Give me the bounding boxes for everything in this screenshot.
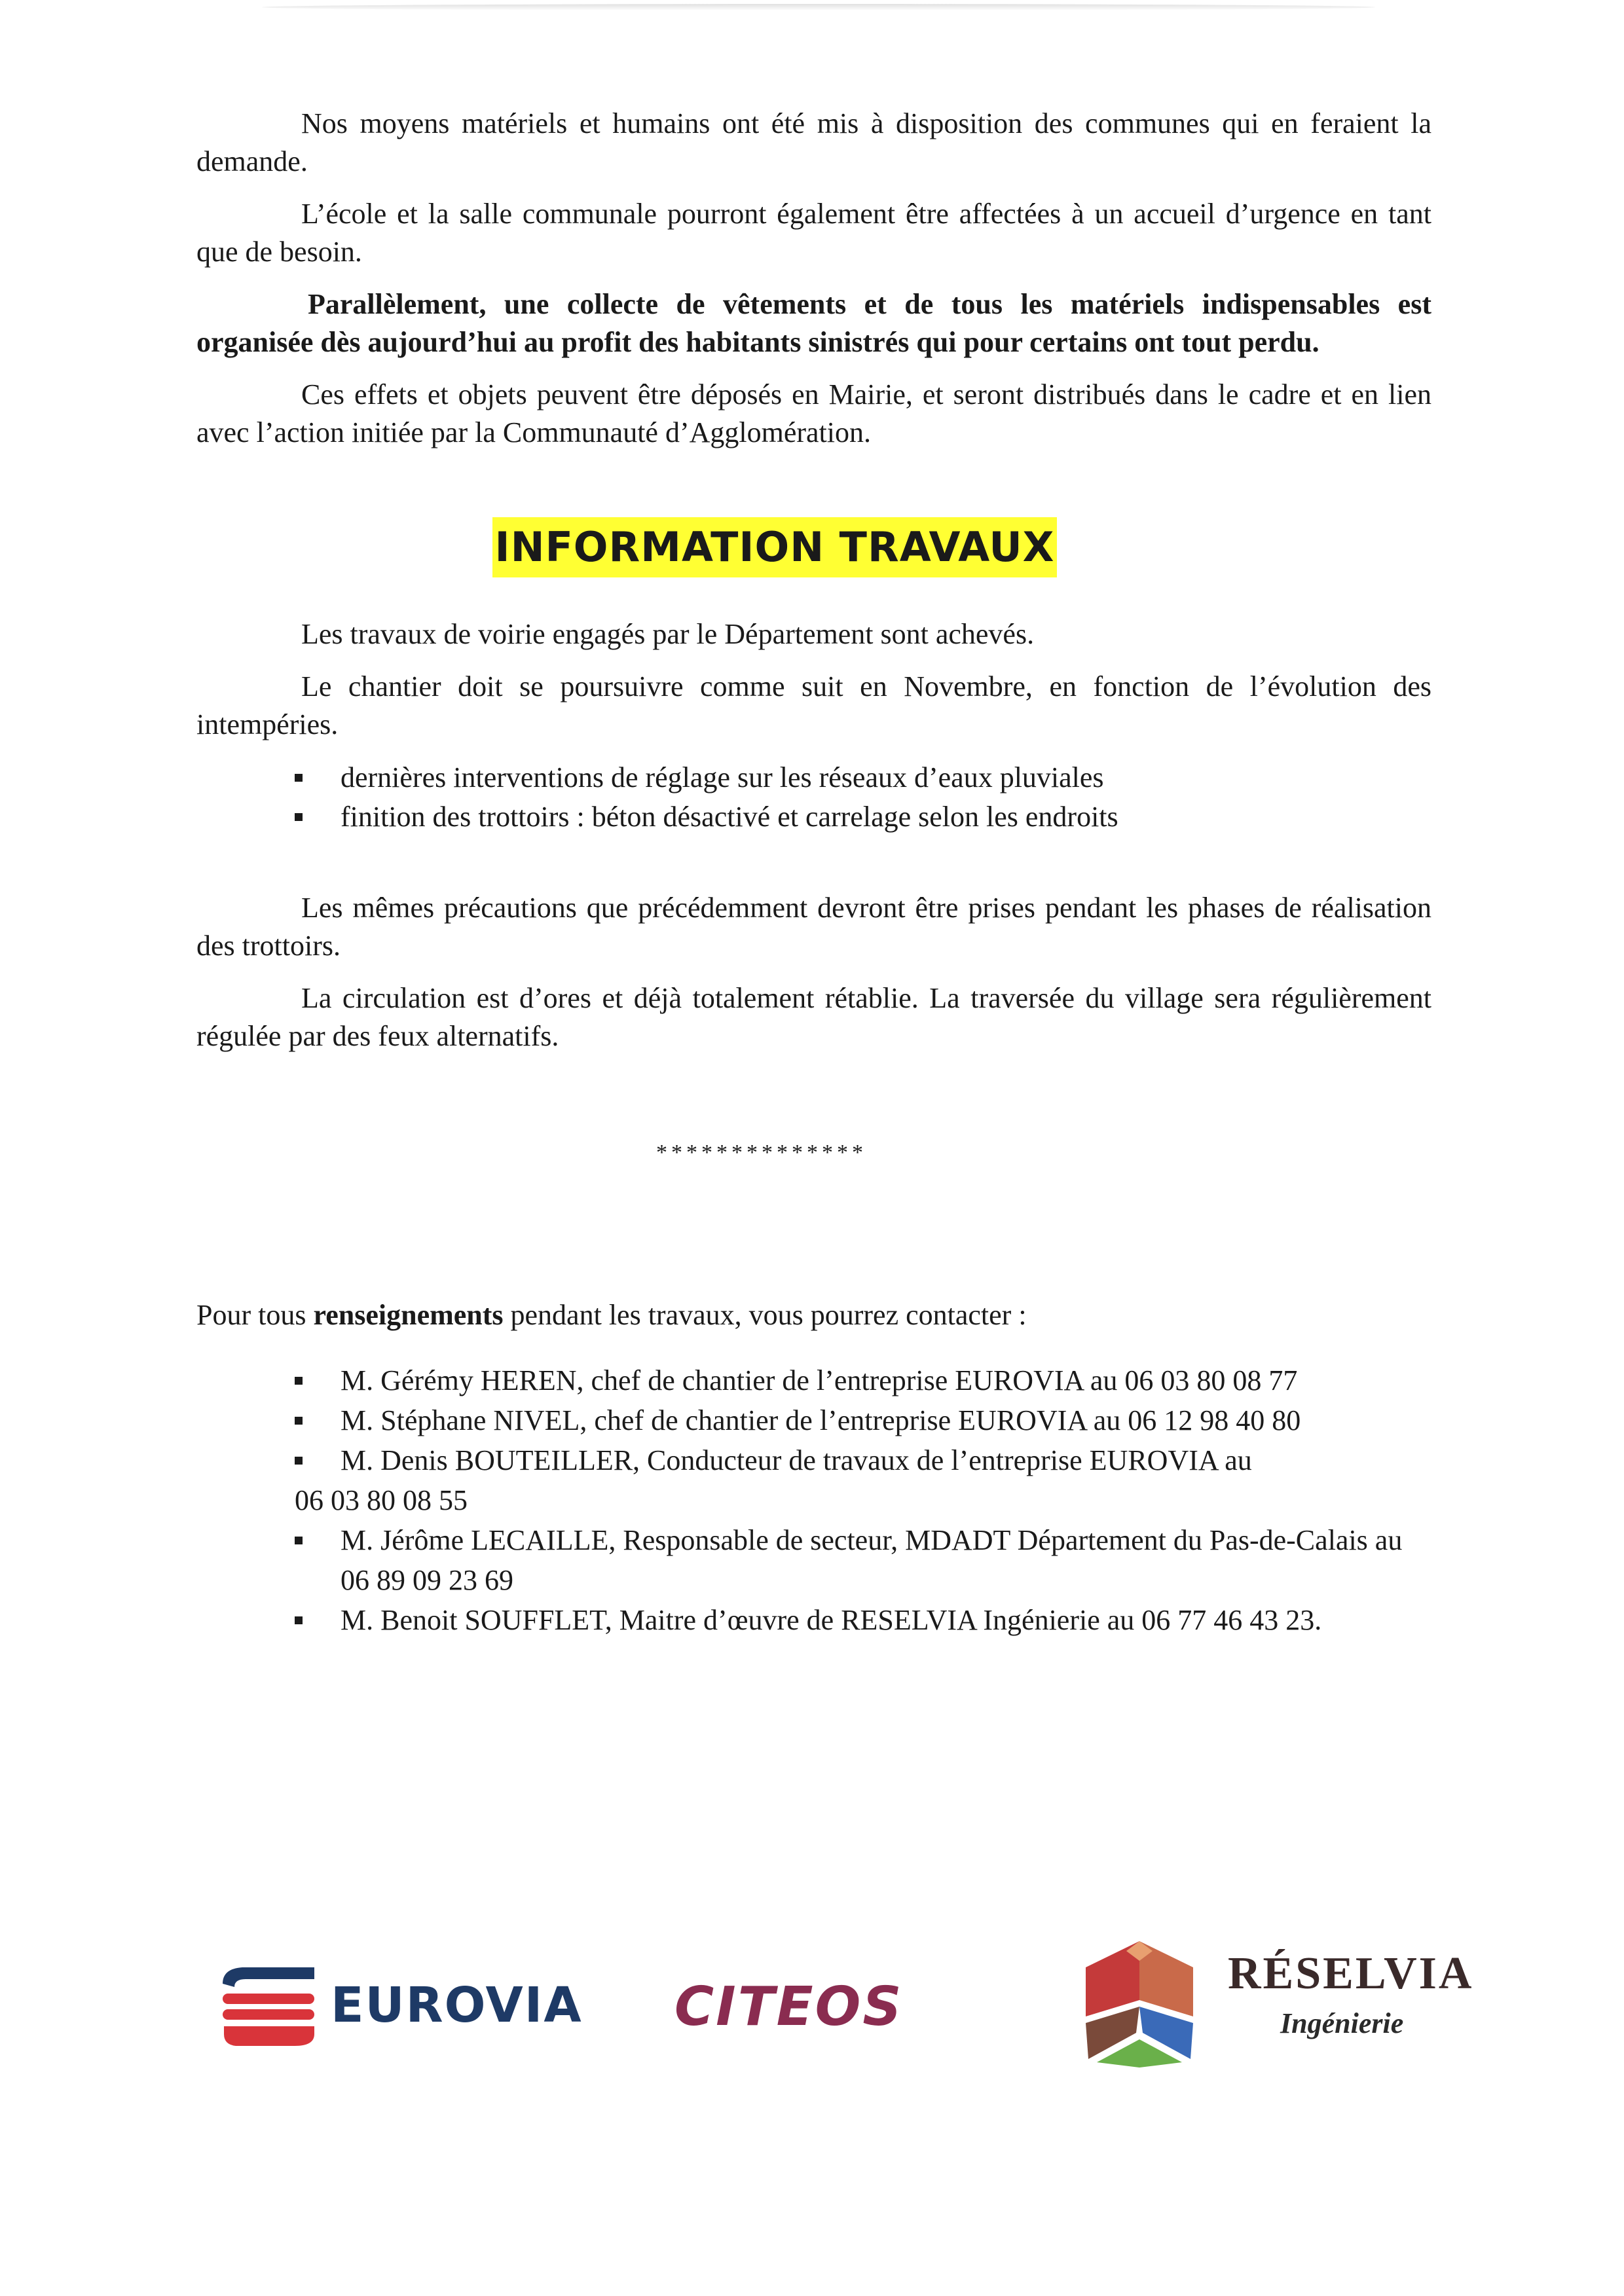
list-item: M. Stéphane NIVEL, chef de chantier de l’entreprise EUROVIA au 06 12 98 40 80 [196, 1400, 1431, 1440]
reselvia-logo-text: RÉSELVIA [1228, 1948, 1474, 1999]
list-item: M. Gérémy HEREN, chef de chantier de l’entreprise EUROVIA au 06 03 80 08 77 [196, 1360, 1431, 1400]
paragraph-circulation: La circulation est d’ores et déjà totalement rétablie. La traversée du village sera régulièrement régulée par des feux alternatifs. [196, 982, 1431, 1052]
bullet-square-icon [295, 1377, 303, 1385]
contact-intro: Pour tous renseignements pendant les travaux, vous pourrez contacter : [196, 1299, 1027, 1331]
contact-phone-continuation: 06 03 80 08 55 [295, 1484, 468, 1516]
heading-wrapper [196, 517, 1431, 577]
eurovia-logo-icon [216, 1961, 321, 2059]
eurovia-logo-text: EUROVIA [331, 1977, 583, 2033]
list-item: M. Jérôme LECAILLE, Responsable de secteur, MDADT Département du Pas-de-Calais au 06 89 09 23 69 [196, 1520, 1431, 1600]
bullet-square-icon [295, 1457, 303, 1465]
citeos-logo-text: CITEOS [674, 1976, 904, 2038]
paragraph-ecole: L’école et la salle communale pourront également être affectées à un accueil d’urgence en tant que de besoin. [196, 198, 1431, 268]
contacts-list [196, 1360, 1431, 1640]
bullet-square-icon [295, 1537, 303, 1544]
reselvia-cube-icon [1074, 1938, 1205, 2069]
list-item: finition des trottoirs : béton désactivé et carrelage selon les endroits [196, 797, 1431, 837]
list-item: dernières interventions de réglage sur les réseaux d’eaux pluviales [196, 758, 1431, 797]
scan-shadow [262, 4, 1375, 10]
section-heading: INFORMATION TRAVAUX [492, 517, 1058, 577]
bullet-square-icon [295, 1417, 303, 1425]
partner-logos [0, 1925, 1624, 2082]
separator: ************** [656, 1140, 867, 1165]
travaux-list [196, 758, 1431, 837]
bullet-square-icon [295, 1616, 303, 1624]
paragraph-moyens: Nos moyens matériels et humains ont été mis à disposition des communes qui en feraient la demande. [196, 107, 1431, 177]
bullet-square-icon [295, 774, 303, 782]
document-body [196, 105, 1431, 1640]
paragraph-precautions: Les mêmes précautions que précédemment devront être prises pendant les phases de réalisation des trottoirs. [196, 892, 1431, 962]
paragraph-chantier: Le chantier doit se poursuivre comme suit en Novembre, en fonction de l’évolution des intempéries. [196, 670, 1431, 740]
paragraph-effets: Ces effets et objets peuvent être déposés en Mairie, et seront distribués dans le cadre et en lien avec l’action initiée par la Communauté d’Agglomération. [196, 378, 1431, 448]
paragraph-travaux-acheves: Les travaux de voirie engagés par le Département sont achevés. [301, 618, 1035, 650]
reselvia-logo-subtitle: Ingénierie [1280, 2007, 1404, 2039]
paragraph-collecte: Parallèlement, une collecte de vêtements et de tous les matériels indispensables est organisée dès aujourd’hui au profit des habitants sinistrés qui pour certains ont tout perdu. [196, 288, 1431, 358]
bullet-square-icon [295, 813, 303, 821]
list-item: M. Benoit SOUFFLET, Maitre d’œuvre de RESELVIA Ingénierie au 06 77 46 43 23. [196, 1600, 1431, 1640]
list-item: M. Denis BOUTEILLER, Conducteur de travaux de l’entreprise EUROVIA au 06 03 80 08 55 [196, 1440, 1431, 1520]
